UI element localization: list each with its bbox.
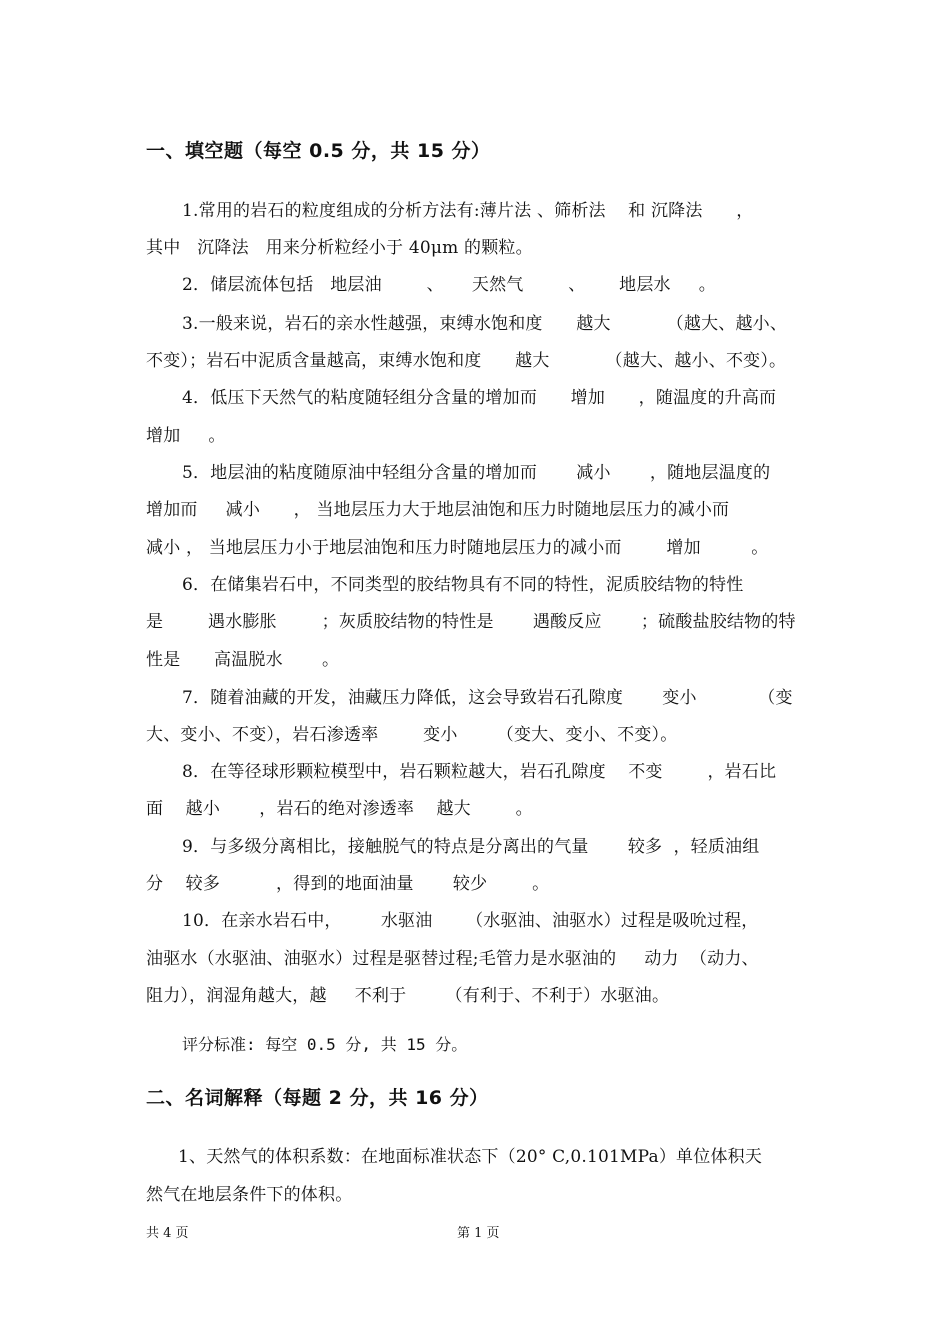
section1-line-20: 10．在亲水岩石中， 水驱油 （水驱油、油驱水）过程是吸吮过程， <box>182 911 759 931</box>
section1-line-5: 不变）；岩石中泥质含量越高，束缚水饱和度 越大 （越大、越小、不变）。 <box>146 351 787 371</box>
section1-line-16: 8．在等径球形颗粒模型中，岩石颗粒越大，岩石孔隙度 不变 ，岩石比 <box>182 762 777 782</box>
section1-line-19: 分 较多 ，得到的地面油量 较少 。 <box>146 874 550 894</box>
section1-line-10: 减小 ， 当地层压力小于地层油饱和压力时随地层压力的减小而 增加 。 <box>146 538 769 558</box>
section1-line-6: 4．低压下天然气的粘度随轻组分含量的增加而 增加 ，随温度的升高而 <box>182 388 777 408</box>
section1-line-9: 增加而 减小 ， 当地层压力大于地层油饱和压力时随地层压力的减小而 <box>146 500 730 520</box>
section1-line-22: 阻力），润湿角越大，越 不利于 （有利于、不利于）水驱油。 <box>146 986 670 1006</box>
section1-line-11: 6．在储集岩石中，不同类型的胶结物具有不同的特性，泥质胶结物的特性 <box>182 575 744 595</box>
section1-line-21: 油驱水（水驱油、油驱水）过程是驱替过程;毛管力是水驱油的 动力 （动力、 <box>146 949 759 969</box>
section1-line-2: 其中 沉降法 用来分析粒经小于 40μm 的颗粒。 <box>146 238 533 258</box>
section1-line-12: 是 遇水膨胀 ；灰质胶结物的特性是 遇酸反应 ；硫酸盐胶结物的特 <box>146 612 796 632</box>
section1-line-7: 增加 。 <box>146 426 226 446</box>
footer-total-pages: 共 4 页 <box>146 1226 189 1241</box>
section2-line-2: 然气在地层条件下的体积。 <box>146 1185 353 1205</box>
section2-line-1: 1、天然气的体积系数：在地面标准状态下（20° C,0.101MPa）单位体积天 <box>178 1147 763 1167</box>
section1-line-8: 5．地层油的粘度随原油中轻组分含量的增加而 减小 ，随地层温度的 <box>182 463 771 483</box>
section1-heading: 一、填空题（每空 0.5 分，共 15 分） <box>146 140 491 162</box>
footer-page-number: 第 1 页 <box>457 1226 500 1241</box>
section1-line-18: 9．与多级分离相比，接触脱气的特点是分离出的气量 较多 ，轻质油组 <box>182 837 760 857</box>
section1-line-14: 7．随着油藏的开发，油藏压力降低，这会导致岩石孔隙度 变小 （变 <box>182 688 793 708</box>
section2-heading: 二、名词解释（每题 2 分，共 16 分） <box>146 1087 489 1109</box>
section1-line-4: 3.一般来说，岩石的亲水性越强，束缚水饱和度 越大 （越大、越小、 <box>182 314 788 334</box>
section1-line-17: 面 越小 ，岩石的绝对渗透率 越大 。 <box>146 799 533 819</box>
scoring-note: 评分标准: 每空 0.5 分, 共 15 分。 <box>182 1035 468 1054</box>
section1-line-13: 性是 高温脱水 。 <box>146 650 340 670</box>
section1-line-1: 1.常用的岩石的粒度组成的分析方法有:薄片法 、筛析法 和 沉降法 ， <box>182 201 754 221</box>
section1-line-3: 2．储层流体包括 地层油 、 天然气 、 地层水 。 <box>182 275 716 295</box>
section1-line-15: 大、变小、不变），岩石渗透率 变小 （变大、变小、不变）。 <box>146 725 678 745</box>
